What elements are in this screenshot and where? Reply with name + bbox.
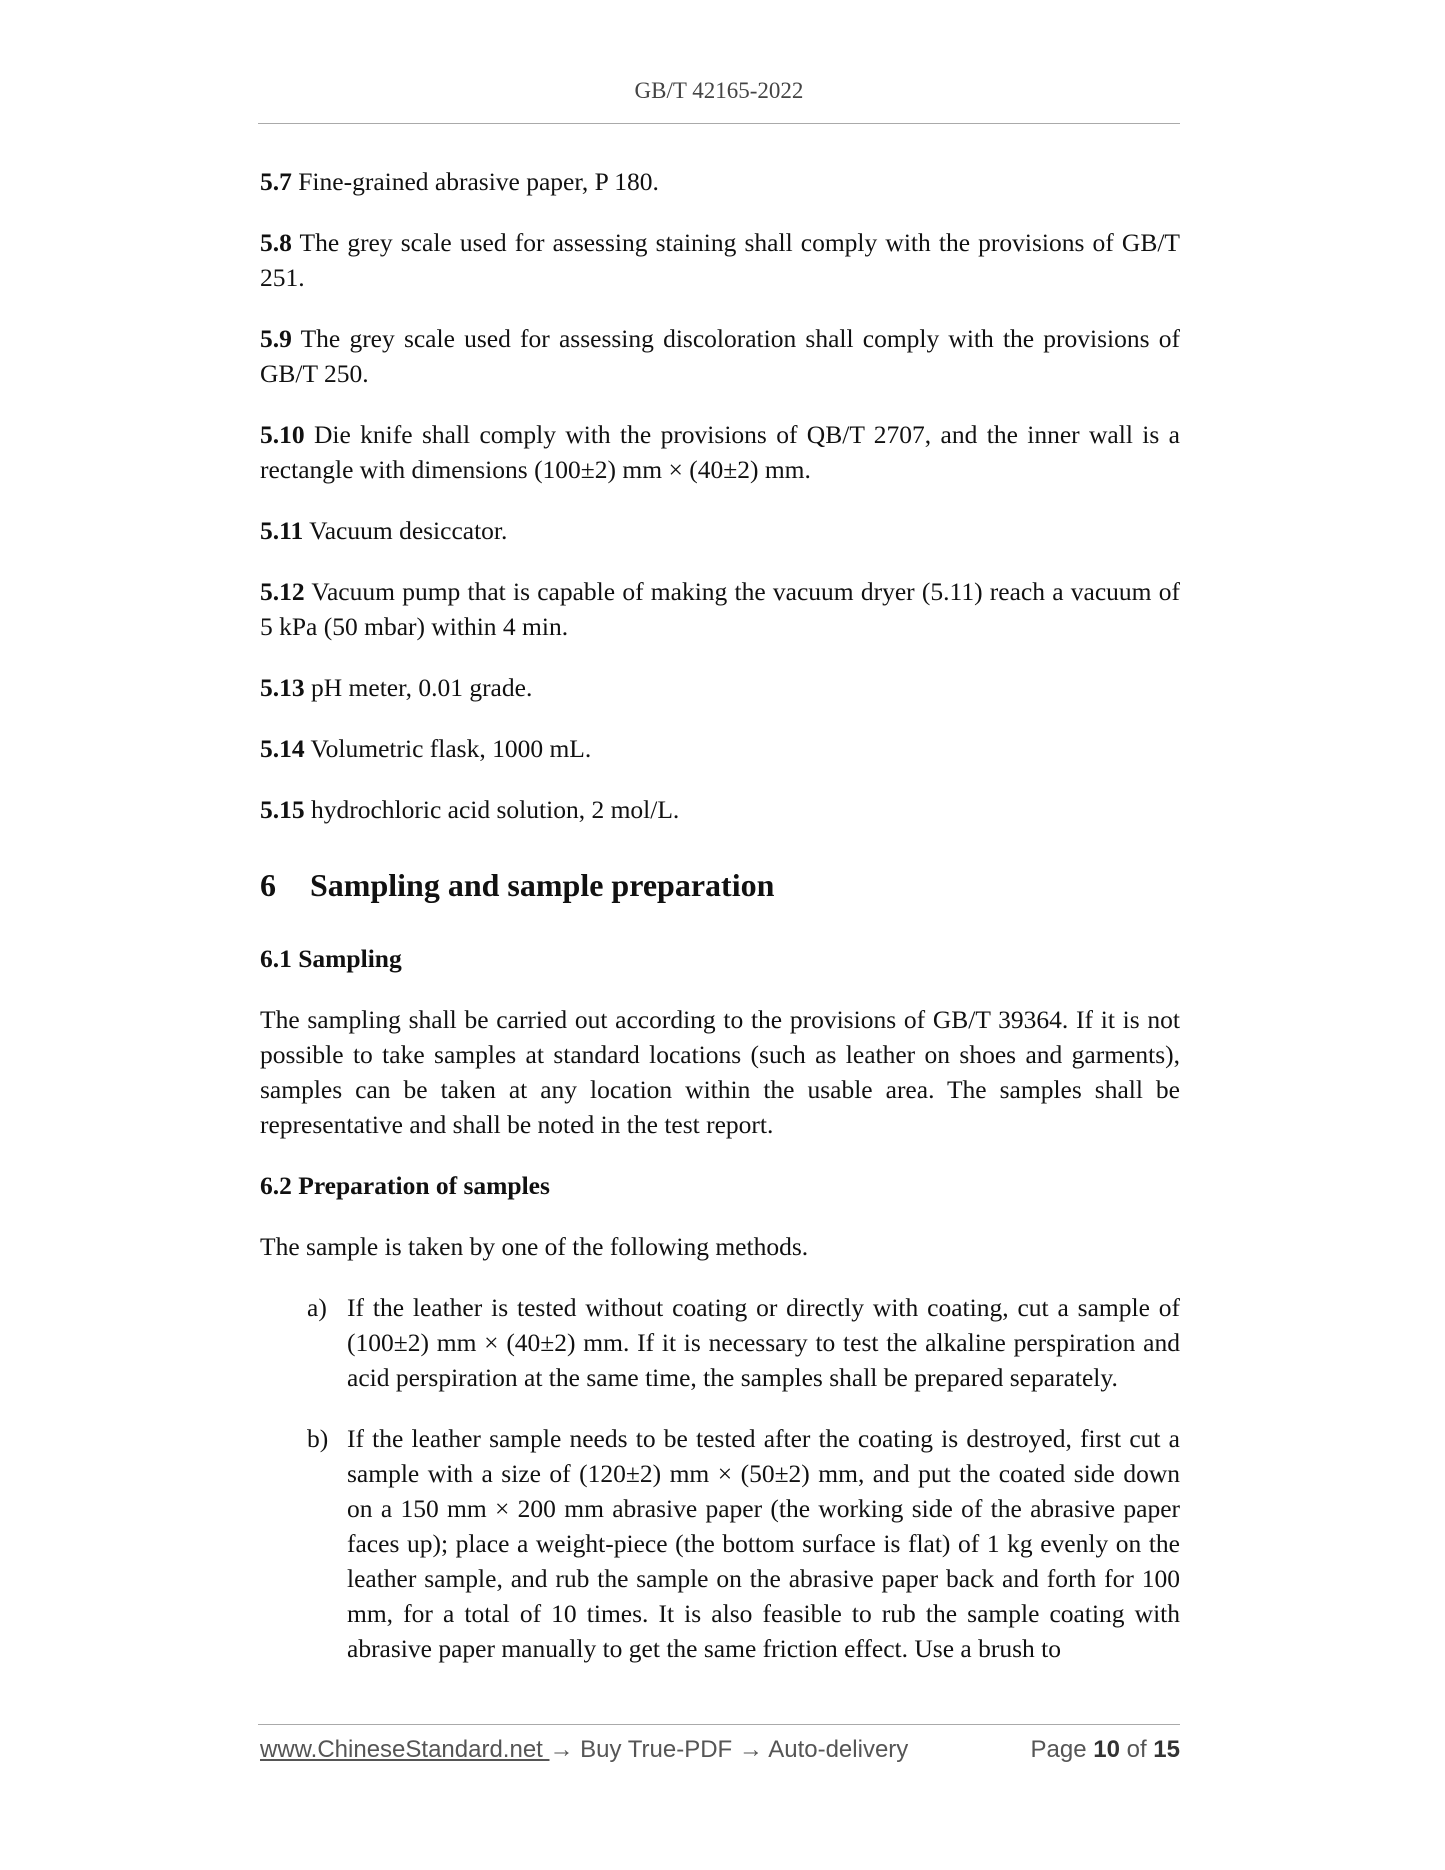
- section-heading-6: [260, 865, 1180, 905]
- clause-5-10: [260, 417, 1180, 487]
- clause-number: 5.13: [260, 673, 305, 702]
- footer-divider: [258, 1724, 1180, 1725]
- clause-number: 5.7: [260, 167, 292, 196]
- clause-text: The grey scale used for assessing staining shall comply with the provisions of GB/T 251.: [260, 228, 1180, 292]
- page-total: 15: [1153, 1736, 1180, 1763]
- page-indicator: [1031, 1736, 1181, 1764]
- document-header: GB/T 42165-2022: [634, 78, 804, 103]
- document-footer: [260, 1736, 1180, 1768]
- footer-links: [260, 1736, 908, 1764]
- clause-text: The grey scale used for assessing discoloration shall comply with the provisions of GB/T 250.: [260, 324, 1180, 388]
- clause-5-11: [260, 513, 1180, 548]
- list-marker: a): [307, 1293, 327, 1322]
- clause-text: Vacuum pump that is capable of making the vacuum dryer (5.11) reach a vacuum of 5 kPa (50 mbar) within 4 min.: [260, 577, 1180, 641]
- list-item-a: [260, 1290, 1180, 1395]
- clause-5-14: [260, 731, 1180, 766]
- preparation-intro: The sample is taken by one of the following methods.: [260, 1232, 809, 1261]
- page-number: 10: [1093, 1736, 1120, 1763]
- clause-number: 5.15: [260, 795, 305, 824]
- clause-text: hydrochloric acid solution, 2 mol/L.: [304, 795, 680, 824]
- clause-number: 5.9: [260, 324, 292, 353]
- page-label: Page: [1030, 1736, 1087, 1763]
- header-divider: [258, 123, 1180, 124]
- clause-5-7: [260, 164, 1180, 199]
- clause-5-8: [260, 225, 1180, 295]
- list-item-text: If the leather sample needs to be tested after the coating is destroyed, first cut a sample with a size of (120±2) mm × (50±2) mm, and put the coated side down on a 150 mm × 200 mm abrasive paper (the working side of the abrasive paper faces up); place a weight-piece (the bottom surface is flat) of 1 kg evenly on the leather sample, and rub the sample on the abrasive paper back and forth for 100 mm, for a total of 10 times. It is also feasible to rub the sample coating with abrasive paper manually to get the same friction effect. Use a brush to: [347, 1424, 1180, 1663]
- clause-5-13: [260, 670, 1180, 705]
- clause-number: 5.10: [260, 420, 305, 449]
- clause-5-12: [260, 574, 1180, 644]
- clause-text: Vacuum desiccator.: [303, 516, 508, 545]
- clause-5-15: [260, 792, 1180, 827]
- section-title: Sampling and sample preparation: [310, 867, 775, 903]
- subsection-heading-6-2: 6.2 Preparation of samples: [260, 1171, 550, 1200]
- website-link[interactable]: www.ChineseStandard.net: [260, 1736, 550, 1763]
- clause-text: Die knife shall comply with the provisions of QB/T 2707, and the inner wall is a rectangle with dimensions (100±2) mm × (40±2) mm.: [260, 420, 1180, 484]
- clause-text: Volumetric flask, 1000 mL.: [304, 734, 592, 763]
- clause-number: 5.8: [260, 228, 292, 257]
- list-item-b: [260, 1421, 1180, 1666]
- of-label: of: [1126, 1736, 1147, 1763]
- clause-number: 5.11: [260, 516, 304, 545]
- clause-number: 5.14: [260, 734, 305, 763]
- sampling-paragraph: The sampling shall be carried out according to the provisions of GB/T 39364. If it is not possible to take samples at standard locations (such as leather on shoes and garments), samples can be taken at any location within the usable area. The samples shall be representative and shall be noted in the test report.: [260, 1005, 1180, 1139]
- document-body: [260, 164, 1180, 1692]
- list-item-text: If the leather is tested without coating or directly with coating, cut a sample of (100±2) mm × (40±2) mm. If it is necessary to test the alkaline perspiration and acid perspiration at the same time, the samples shall be prepared separately.: [347, 1293, 1180, 1392]
- subsection-heading-6-1: 6.1 Sampling: [260, 944, 402, 973]
- section-number: 6: [260, 867, 276, 903]
- clause-text: Fine-grained abrasive paper, P 180.: [291, 167, 659, 196]
- clause-5-9: [260, 321, 1180, 391]
- footer-nav-text: → Buy True-PDF → Auto-delivery: [549, 1736, 909, 1763]
- clause-text: pH meter, 0.01 grade.: [304, 673, 533, 702]
- clause-number: 5.12: [260, 577, 305, 606]
- list-marker: b): [307, 1424, 329, 1453]
